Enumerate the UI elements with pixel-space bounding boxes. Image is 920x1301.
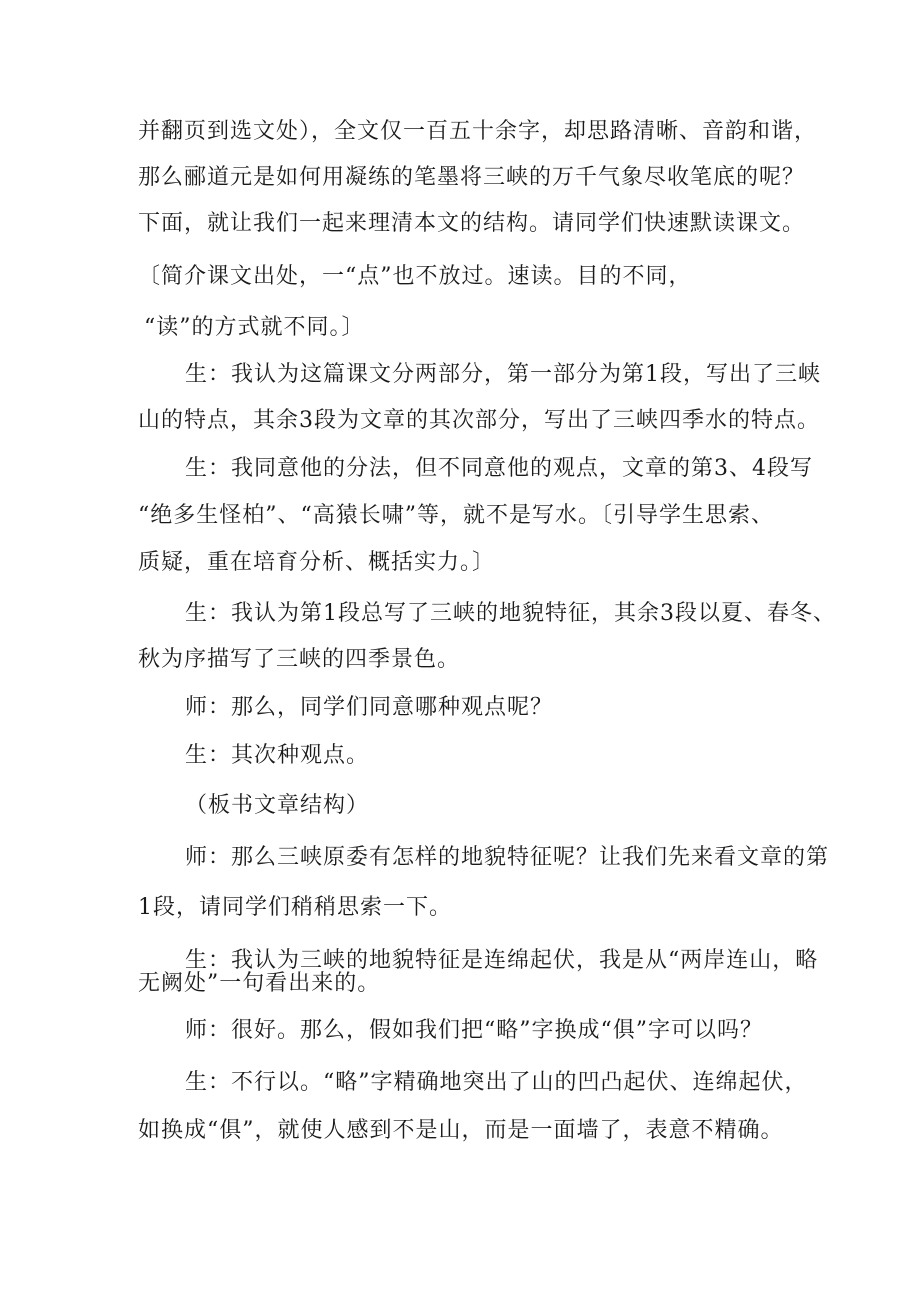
text-line: 师：那么三峡原委有怎样的地貌特征呢？让我们先来看文章的第 [185, 845, 830, 870]
text-line: 山的特点，其余3段为文章的其次部分，写出了三峡四季水的特点。 [138, 408, 820, 433]
text-line: 并翻页到选文处），全文仅一百五十余字，却思路清晰、音韵和谐， [138, 119, 818, 144]
text-line: “绝多生怪柏”、“高猿长啸”等，就不是写水。〔引导学生思索、 [138, 503, 774, 528]
text-line: 生：我认为第1段总写了三峡的地貌特征，其余3段以夏、春冬、 [185, 601, 836, 626]
text-line: 秋为序描写了三峡的四季景色。 [138, 647, 461, 672]
text-line: 生：不行以。“略”字精确地突出了山的凹凸起伏、连绵起伏， [185, 1070, 808, 1095]
text-line: 〔简介课文出处，一“点”也不放过。速读。目的不同， [138, 264, 692, 289]
text-line: 质疑，重在培育分析、概括实力。〕 [138, 550, 496, 575]
text-line: （板书文章结构） [185, 793, 370, 818]
text-line: “读”的方式就不同。〕 [144, 315, 365, 340]
text-line: 生：我同意他的分法，但不同意他的观点，文章的第3、4段写 [185, 456, 813, 481]
text-line: 那么郦道元是如何用凝练的笔墨将三峡的万千气象尽收笔底的呢？ [138, 165, 806, 190]
text-line: 生：我认为三峡的地貌特征是连绵起伏，我是从“两岸连山，略 [185, 948, 819, 973]
text-line: 如换成“俱”，就使人感到不是山，而是一面墙了，表意不精确。 [138, 1118, 784, 1143]
text-line: 师：很好。那么，假如我们把“略”字换成“俱”字可以吗？ [185, 1018, 763, 1043]
text-line: 无阙处”一句看出来的。 [138, 971, 381, 996]
text-line: 师：那么，同学们同意哪种观点呢？ [185, 695, 554, 720]
text-line: 生：其次种观点。 [185, 743, 370, 768]
text-line: 生：我认为这篇课文分两部分，第一部分为第1段，写出了三峡 [185, 362, 821, 387]
text-line: 下面，就让我们一起来理清本文的结构。请同学们快速默读课文。 [138, 211, 806, 236]
text-line: 1段，请同学们稍稍思索一下。 [138, 895, 452, 920]
